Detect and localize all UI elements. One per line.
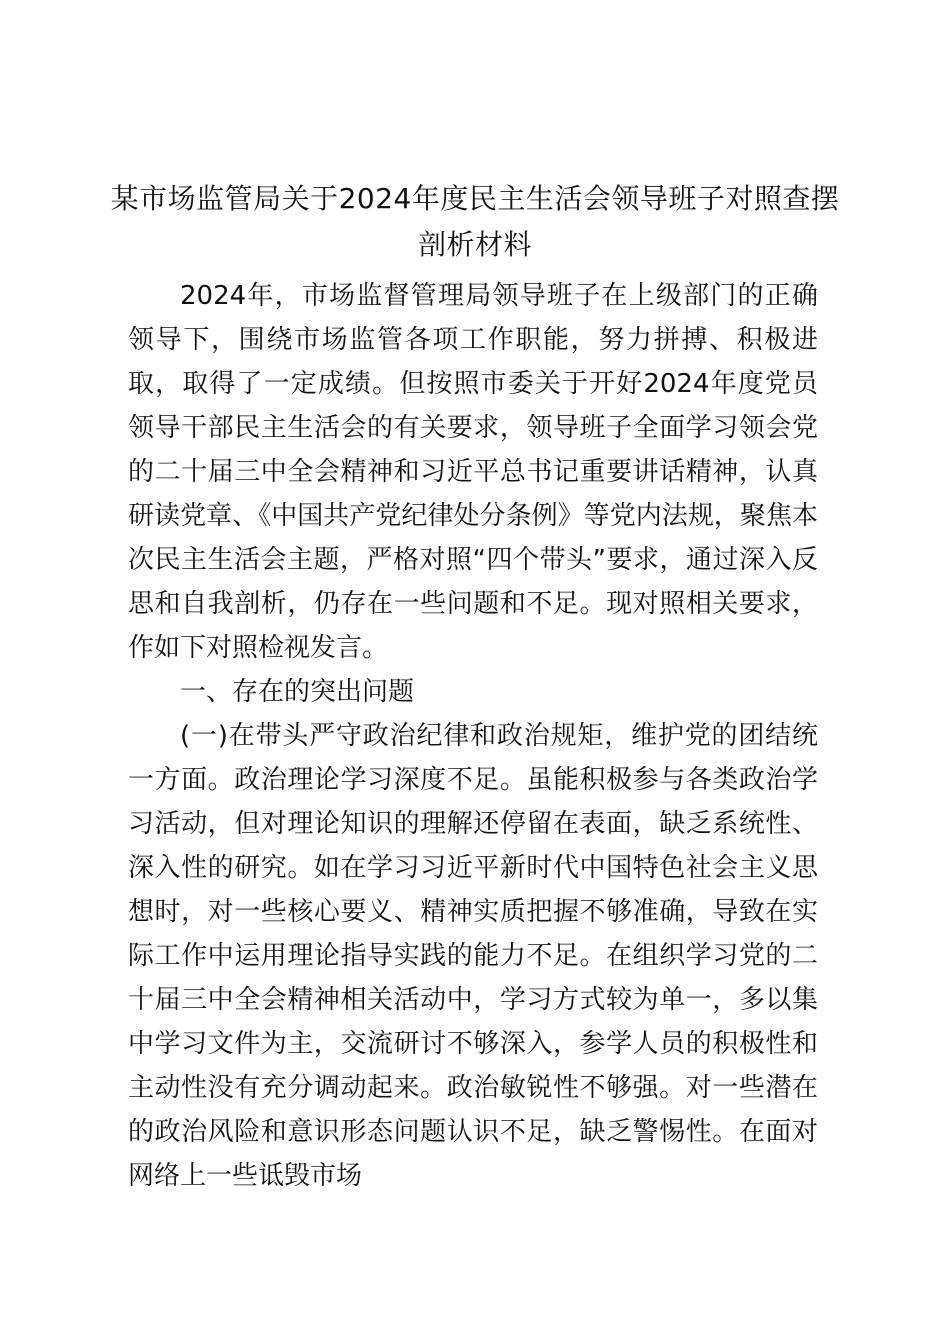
section-heading: 一、存在的突出问题 <box>180 677 415 707</box>
paragraph-section-1: (一)在带头严守政治纪律和政治规矩，维护党的团结统一方面。政治理论学习深度不足。虽能积极参与各类政治学习活动，但对理论知识的理解还停留在表面，缺乏系统性、深入性的研究。如在学习习近平新时代中国特色社会主义思想时，对一些核心要义、精神实质把握不够准确，导致在实际工作中运用理论指导实践的能力不足。在组织学习党的二十届三中全会精神相关活动中，学习方式较为单一，多以集中学习文件为主，交流研讨不够深入，参学人员的积极性和主动性没有充分调动起来。政治敏锐性不够强。对一些潜在的政治风险和意识形态问题认识不足，缺乏警惕性。在面对网络上一些诋毁市场 <box>128 721 818 1191</box>
document-title: 某市场监管局关于2024年度民主生活会领导班子对照查摆剖析材料 <box>110 182 840 261</box>
document-body <box>128 274 818 1198</box>
paragraph-intro: 2024年，市场监督管理局领导班子在上级部门的正确领导下，围绕市场监管各项工作职能，努力拼搏、积极进取，取得了一定成绩。但按照市委关于开好2024年度党员领导干部民主生活会的有关要求，领导班子全面学习领会党的二十届三中全会精神和习近平总书记重要讲话精神，认真研读党章、《中国共产党纪律处分条例》等党内法规，聚焦本次民主生活会主题，严格对照“四个带头”要求，通过深入反思和自我剖析，仍存在一些问题和不足。现对照相关要求，作如下对照检视发言。 <box>128 281 818 663</box>
